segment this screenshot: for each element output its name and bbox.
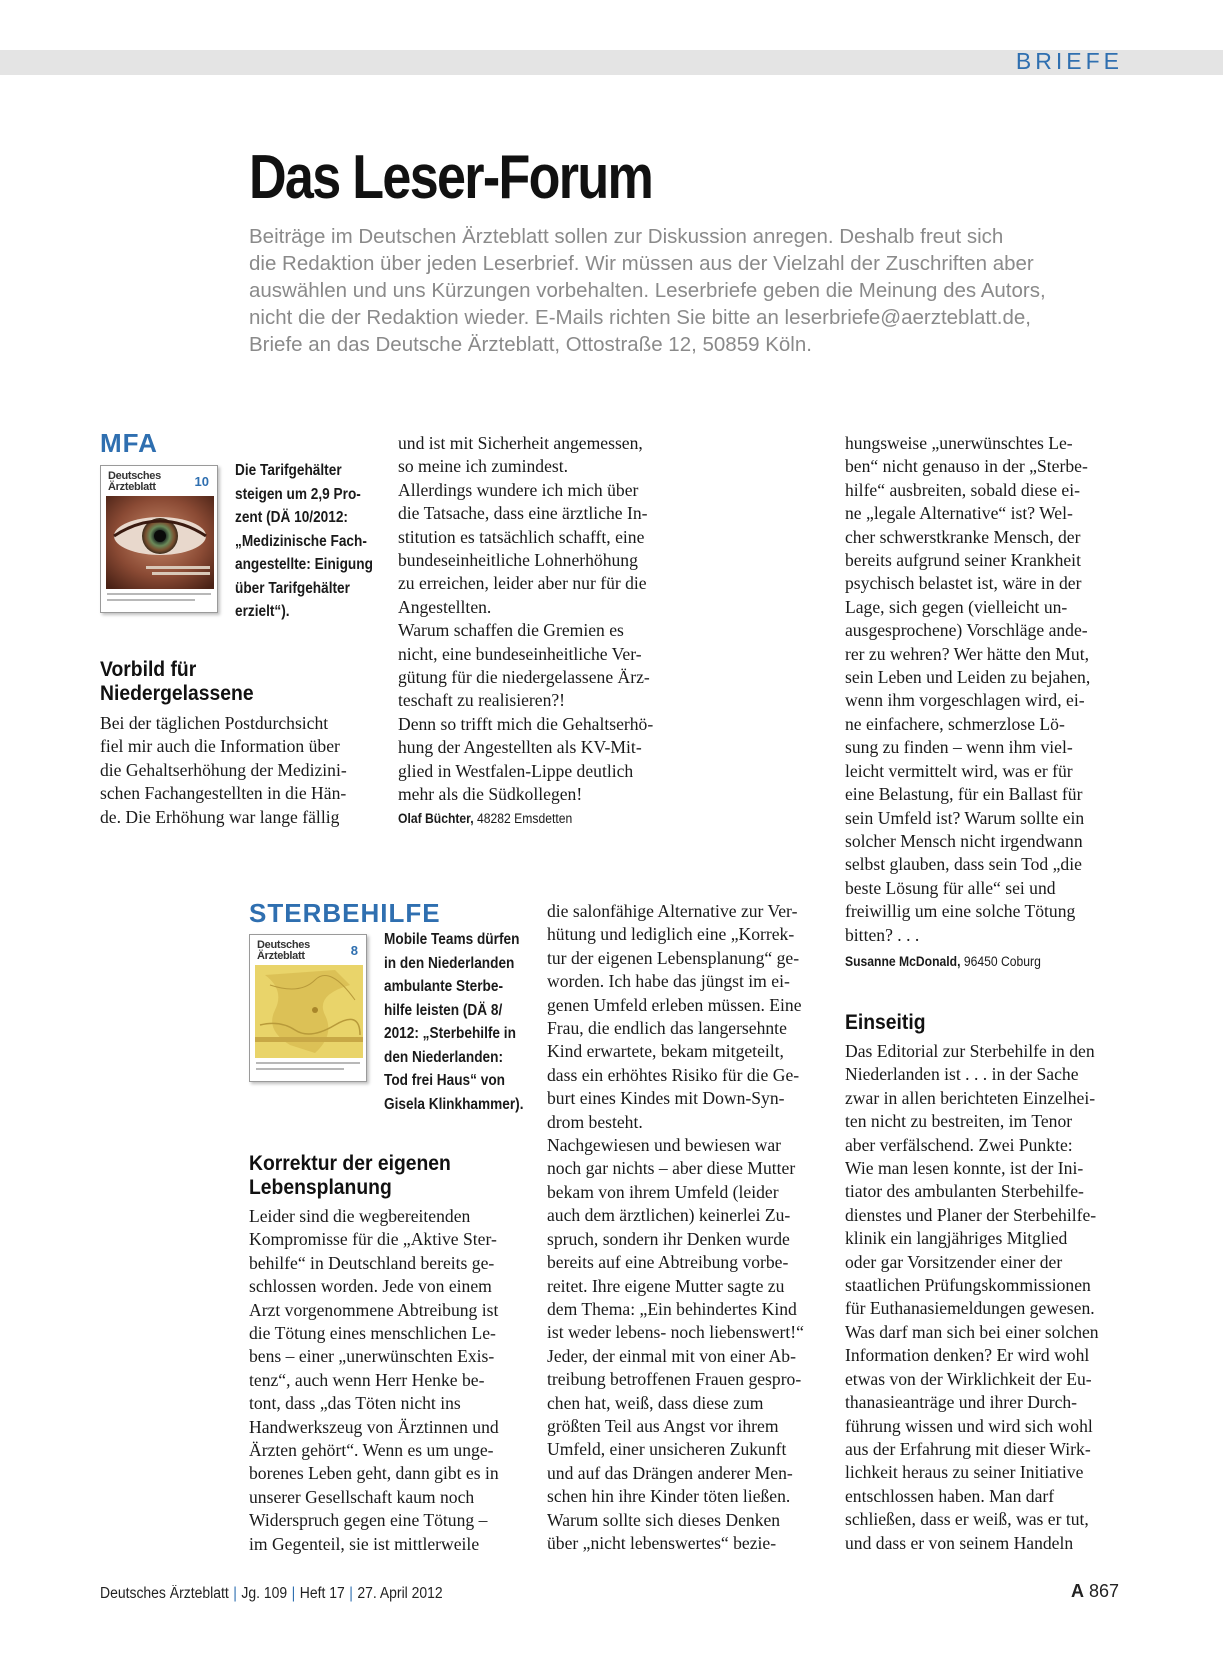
intro-line: Beiträge im Deutschen Ärzteblatt sollen zur Diskussion anregen. Deshalb freut sich (249, 225, 1004, 248)
mfa-body-col1: Bei der täglichen Postdurchsicht fiel mir auch die Information über die Gehaltserhöhung der Medizini- schen Fachangestellten in die Hän- de. Die Erhöhung war lange fällig (100, 713, 347, 827)
intro-line: Briefe an das Deutsche Ärzteblatt, Ottostraße 12, 50859 Köln. (249, 333, 812, 356)
reference-mfa: Die Tarifgehälter steigen um 2,9 Pro- zent (DÄ 10/2012: „Medizinische Fach- angestellte: Einigung über Tarifgehälter erzielt“). (235, 462, 373, 620)
signature-mcdonald: Susanne McDonald, 96450 Coburg (845, 954, 1041, 969)
page-title: Das Leser-Forum (249, 143, 653, 212)
page-number: A 867 (1070, 1581, 1119, 1601)
footer-journal: Deutsches Ärzteblatt (100, 1585, 229, 1602)
footer-separator: | (291, 1585, 296, 1602)
heading-einseitig: Einseitig (845, 1011, 926, 1034)
topic-sterbehilfe: STERBEHILFE (249, 898, 441, 928)
cover-issue-number: 10 (194, 474, 209, 489)
eye-image (106, 496, 214, 589)
signature-buechter: Olaf Büchter, 48282 Emsdetten (398, 811, 573, 826)
magazine-cover-issue-8 (249, 934, 367, 1082)
cover-issue-number: 8 (350, 943, 358, 958)
cover-brand: Deutsches Ärzteblatt (108, 470, 161, 493)
footer-date: 27. April 2012 (357, 1585, 443, 1602)
mfa-body-col2: und ist mit Sicherheit angemessen, so meine ich zumindest. Allerdings wundere ich mich über die Tatsache, dass eine ärztliche In- stitution es tatsächlich schafft, eine bundeseinheitliche Lohnerhöhung zu erreichen, leider aber nur für die Angestellten. Warum schaffen die Gremien es nicht, eine bundeseinheitliche Ver- gütung für die niedergelassene Ärz- teschaft zu realisieren?! Denn so trifft mich die Gehaltserhö- hung der Angestellten als KV-Mit- glied in Westfalen-Lippe deutlich mehr als die Südkollegen! (398, 433, 654, 805)
intro-line: die Redaktion über jeden Leserbrief. Wir müssen aus der Vielzahl der Zuschriften aber (249, 252, 1034, 275)
heading-vorbild: Vorbild für Niedergelassene (100, 658, 254, 705)
sterbehilfe-body-col3: die salonfähige Alternative zur Ver- hütung und lediglich eine „Korrek- tur der eigenen Lebensplanung“ ge- worden. Ich habe das jüngst im ei- genen Umfeld erleben müssen. Eine Frau, die endlich das langersehnte Kind erwartete, bekam mitgeteilt, dass ein erhöhtes Risiko für die Ge- burt eines Kindes mit Down-Syn- drom besteht. Nachgewiesen und bewiesen war noch gar nichts – aber diese Mutter bekam von ihrem Umfeld (leider auch dem ärztlichen) keinerlei Zu- spruch, sondern ihr Denken wurde bereits auf eine Abtreibung vorbe- reitet. Ihre eigene Mutter sagte zu dem Thema: „Ein behindertes Kind ist weder lebens- noch liebenswert!“ Jeder, der einmal mit von einer Ab- treibung betroffenen Frauen gespro- chen hat, weiß, dass diese zum größten Teil aus Angst vor ihrem Umfeld, einer unsicheren Zukunft und auf das Drängen anderer Men- schen hin ihre Kinder töten ließen. Warum sollte sich dieses Denken über „nicht lebenswertes“ bezie- (547, 901, 804, 1553)
intro-line: nicht die der Redaktion wieder. E-Mails richten Sie bitte an leserbriefe@aerzteblatt.de, (249, 306, 1031, 329)
cover-text-lines (256, 1062, 360, 1074)
footer-issue: Heft 17 (299, 1585, 345, 1602)
footer-separator: | (233, 1585, 237, 1602)
topic-mfa: MFA (100, 428, 158, 458)
footer-citation (100, 1585, 443, 1603)
cover-text-lines (107, 593, 211, 605)
section-label: BRIEFE (1015, 48, 1123, 74)
intro-text (249, 223, 1129, 358)
cover-brand: Deutsches Ärzteblatt (257, 939, 310, 962)
footer-separator: | (349, 1585, 353, 1602)
sterbehilfe-body-col2: Leider sind die wegbereitenden Kompromisse für die „Aktive Ster- behilfe“ in Deutschland bereits ge- schlossen worden. Jede von einem Arzt vorgenommene Abtreibung ist die Tötung eines menschlichen Le- bens – einer „unerwünschten Exis- tenz“, auch wenn Herr Henke be- tont, dass „das Töten nicht ins Handwerkszeug von Ärztinnen und Ärzten gehört“. Wenn es um unge- borenes Leben geht, dann gibt es in unserer Gesellschaft kaum noch Widerspruch gegen eine Tötung – im Gegenteil, sie ist mittlerweile (249, 1206, 499, 1554)
einseitig-body: Das Editorial zur Sterbehilfe in den Niederlanden ist . . . in der Sache zwar in allen berichteten Einzelhei- ten nicht zu bestreiten, im Tenor aber verfälschend. Zwei Punkte: Wie man lesen konnte, ist der Ini- tiator des ambulanten Sterbehilfe- dienstes und Planer der Sterbehilfe- klinik ein langjähriges Mitglied oder gar Vorsitzender einer der staatlichen Prüfungskommissionen für Euthanasiemeldungen gewesen. Was darf man sich bei einer solchen Information denken? Er wird wohl etwas von der Wirklichkeit der Eu- thanasieanträge und ihrer Durch- führung wissen und wird sich wohl aus der Erfahrung mit dieser Wirk- lichkeit heraus zu seiner Initiative entschlossen haben. Man darf schließen, dass er weiß, was er tut, und dass er von seinem Handeln (845, 1041, 1099, 1553)
heading-korrektur: Korrektur der eigenen Lebensplanung (249, 1152, 451, 1199)
col4-continuation: hungsweise „unerwünschtes Le- ben“ nicht genauso in der „Sterbe- hilfe“ ausbreiten, sobald diese ei- ne „legale Alternative“ ist? Wel- cher schwerstkranke Mensch, der bereits aufgrund seiner Krankheit psychisch belastet ist, wäre in der Lage, sich gegen (vielleicht un- ausgesprochene) Vorschläge ande- rer zu wehren? Wer hätte den Mut, sein Leben und Leiden zu bejahen, wenn ihm vorgeschlagen wird, ei- ne einfachere, schmerzlose Lö- sung zu finden – wenn ihm viel- leicht vermittelt wird, was er für eine Belastung, für ein Ballast für sein Umfeld ist? Warum sollte ein solcher Mensch nicht irgendwann selbst glauben, dass sein Tod „die beste Lösung für alle“ sei und freiwillig um eine solche Tötung bitten? . . . (845, 433, 1091, 945)
magazine-cover-issue-10 (100, 465, 218, 613)
reference-sterbehilfe: Mobile Teams dürfen in den Niederlanden ambulante Sterbe- hilfe leisten (DÄ 8/ 2012: „Sterbehilfe in den Niederlanden: Tod frei Haus“ von Gisela Klinkhammer). (384, 931, 524, 1113)
intro-line: auswählen und uns Kürzungen vorbehalten. Leserbriefe geben die Meinung des Autors, (249, 279, 1046, 302)
map-image (255, 965, 363, 1058)
footer-volume: Jg. 109 (241, 1585, 288, 1602)
